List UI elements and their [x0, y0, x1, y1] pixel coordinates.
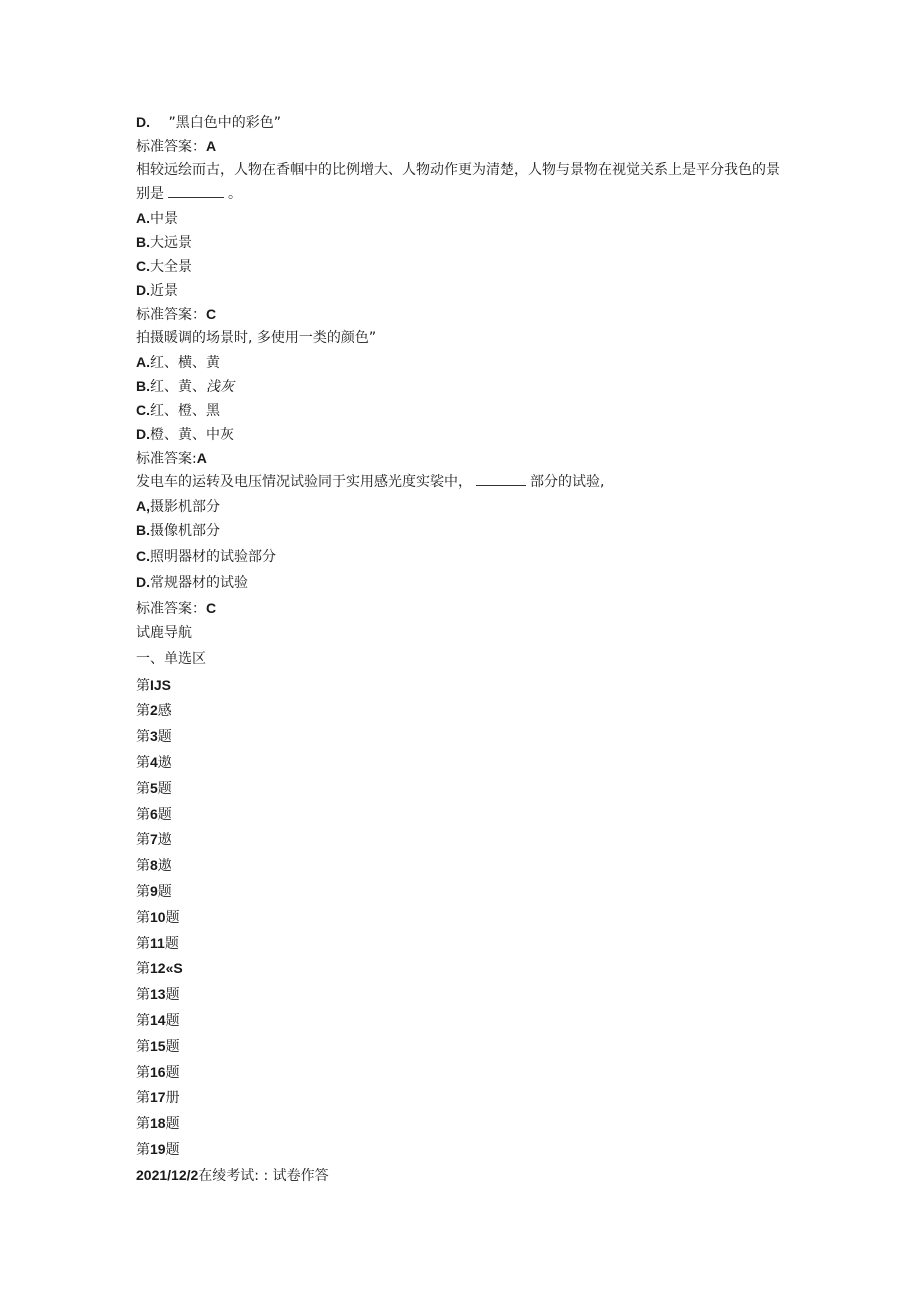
nav-prefix: 第	[136, 729, 150, 746]
nav-item-q19[interactable]	[136, 1137, 786, 1163]
nav-suffix: 题	[165, 1064, 180, 1081]
nav-suffix: 题	[164, 935, 179, 952]
nav-suffix: 题	[157, 729, 172, 746]
nav-num: 9	[150, 882, 158, 899]
nav-prefix: 第	[136, 935, 150, 952]
answer-value: A	[206, 138, 217, 154]
option-text: 大全景	[150, 259, 192, 275]
nav-num: 14	[150, 1011, 166, 1028]
footer-date: 2021/12/2	[136, 1166, 199, 1183]
nav-num: IJS	[150, 676, 172, 693]
nav-prefix: 第	[136, 806, 150, 823]
nav-prefix: 第	[136, 858, 150, 875]
nav-item-q1[interactable]	[136, 673, 786, 699]
nav-item-q16[interactable]	[136, 1060, 786, 1086]
nav-prefix: 第	[136, 961, 150, 978]
option-a	[136, 494, 786, 518]
option-c	[136, 543, 786, 569]
option-text: 中景	[150, 211, 178, 227]
option-letter: D.	[136, 574, 150, 590]
nav-item-q3[interactable]	[136, 724, 786, 750]
nav-prefix: 第	[136, 909, 150, 926]
nav-item-q13[interactable]	[136, 982, 786, 1008]
nav-item-q5[interactable]	[136, 776, 786, 802]
option-text: 摄像机部分	[150, 523, 220, 539]
question-nav-list	[136, 673, 786, 1163]
nav-prefix: 第	[136, 754, 150, 771]
option-d	[136, 422, 786, 446]
option-b	[136, 374, 786, 398]
nav-suffix: 题	[165, 1038, 180, 1055]
option-d	[136, 569, 786, 595]
nav-prefix: 第	[136, 1012, 150, 1029]
option-letter: C.	[136, 548, 150, 564]
answer-value: C	[206, 600, 217, 616]
fill-blank	[168, 187, 224, 198]
nav-item-q4[interactable]	[136, 750, 786, 776]
nav-item-q8[interactable]	[136, 853, 786, 879]
question-stem	[136, 326, 786, 350]
nav-suffix: 题	[165, 1141, 180, 1158]
nav-num: 5	[150, 779, 158, 796]
nav-num: 15	[150, 1037, 166, 1054]
nav-suffix: 题	[165, 987, 180, 1004]
stem-text: 发电车的运转及电压情况试验同于实用感光度实裟中，	[136, 474, 472, 490]
nav-item-q9[interactable]	[136, 879, 786, 905]
option-text-italic: 浅灰	[206, 379, 234, 395]
option-letter: D.	[136, 426, 150, 442]
fill-blank	[476, 475, 526, 486]
option-b	[136, 230, 786, 254]
answer-label: 标准答案：	[136, 139, 206, 155]
option-text: 摄影机部分	[150, 499, 220, 515]
nav-item-q6[interactable]	[136, 802, 786, 828]
nav-num: 17	[150, 1089, 166, 1106]
option-text: 大远景	[150, 235, 192, 251]
nav-suffix: 遨	[157, 858, 172, 875]
option-letter: B.	[136, 522, 150, 538]
option-text: 红、横、黄	[150, 355, 220, 371]
stem-text-end: 部分的试验,	[530, 474, 605, 490]
nav-suffix: 题	[157, 883, 172, 900]
standard-answer	[136, 595, 786, 621]
option-c	[136, 254, 786, 278]
option-text: ”黑白色中的彩色”	[168, 115, 281, 131]
option-letter: D.	[136, 282, 150, 298]
nav-num: 12«S	[150, 960, 183, 977]
answer-label: 标准答案：	[136, 601, 206, 617]
option-letter: A,	[136, 498, 150, 514]
option-text: 近景	[150, 283, 178, 299]
option-letter: B.	[136, 378, 150, 394]
option-text: 红、黄、	[150, 379, 206, 395]
nav-prefix: 第	[136, 677, 150, 694]
nav-num: 10	[150, 908, 166, 925]
nav-prefix: 第	[136, 987, 150, 1004]
nav-num: 18	[150, 1115, 166, 1132]
option-letter: A.	[136, 354, 150, 370]
nav-suffix: 册	[165, 1090, 180, 1107]
nav-num: 13	[150, 986, 166, 1003]
nav-num: 11	[150, 934, 165, 951]
answer-value: C	[206, 306, 217, 322]
nav-item-q14[interactable]	[136, 1008, 786, 1034]
nav-num: 6	[150, 805, 158, 822]
nav-item-q7[interactable]	[136, 827, 786, 853]
option-letter: C.	[136, 258, 150, 274]
nav-num: 7	[150, 831, 158, 848]
option-a	[136, 206, 786, 230]
option-text: 照明器材的试验部分	[150, 549, 276, 565]
option-a	[136, 350, 786, 374]
standard-answer	[136, 302, 786, 326]
option-d	[136, 110, 786, 134]
nav-num: 16	[150, 1063, 166, 1080]
nav-item-q2[interactable]	[136, 698, 786, 724]
option-letter: B.	[136, 234, 150, 250]
nav-num: 3	[150, 728, 158, 745]
nav-prefix: 第	[136, 1038, 150, 1055]
answer-label: 标准答案:	[136, 451, 197, 467]
standard-answer	[136, 134, 786, 158]
stem-text-end: 。	[228, 186, 242, 202]
option-d	[136, 278, 786, 302]
stem-text: 相较远绘而古，人物在香帼中的比例增大、人物动作更为清楚，人物与景物在视觉关系上是平分我色的景别是	[136, 162, 780, 202]
footer-text: 在绫考试: : 试卷作答	[198, 1167, 329, 1184]
nav-suffix: 题	[157, 806, 172, 823]
nav-suffix: 感	[157, 703, 172, 720]
stem-text: 拍摄暖调的场景时, 多使用一类的颜色”	[136, 330, 377, 346]
nav-item-q18[interactable]	[136, 1111, 786, 1137]
option-letter: C.	[136, 402, 150, 418]
nav-item-q11[interactable]	[136, 931, 786, 957]
nav-prefix: 第	[136, 1090, 150, 1107]
option-c	[136, 398, 786, 422]
option-text: 红、橙、黑	[150, 403, 220, 419]
footer-line	[136, 1163, 786, 1189]
option-letter: A.	[136, 210, 150, 226]
nav-item-q12[interactable]	[136, 956, 786, 982]
nav-prefix: 第	[136, 1141, 150, 1158]
option-text: 常规器材的试验	[150, 575, 248, 591]
nav-suffix: 题	[165, 1012, 180, 1029]
nav-suffix: 题	[165, 1116, 180, 1133]
option-letter: D.	[136, 114, 150, 130]
nav-prefix: 第	[136, 703, 150, 720]
nav-prefix: 第	[136, 1116, 150, 1133]
nav-suffix: 遨	[157, 754, 172, 771]
nav-num: 2	[150, 702, 158, 719]
nav-suffix: 题	[165, 909, 180, 926]
document-page	[136, 110, 786, 1189]
nav-section: 一、单选区	[136, 650, 206, 667]
nav-num: 8	[150, 857, 158, 874]
nav-suffix: 遨	[157, 832, 172, 849]
nav-item-q15[interactable]	[136, 1034, 786, 1060]
nav-prefix: 第	[136, 883, 150, 900]
question-stem	[136, 158, 786, 206]
answer-label: 标准答案：	[136, 307, 206, 323]
question-stem	[136, 470, 786, 494]
nav-item-q17[interactable]	[136, 1085, 786, 1111]
nav-suffix: 题	[157, 780, 172, 797]
standard-answer	[136, 446, 786, 470]
option-b	[136, 518, 786, 543]
nav-prefix: 第	[136, 832, 150, 849]
nav-title: 试鹿导航	[136, 625, 192, 641]
nav-num: 19	[150, 1140, 166, 1157]
nav-num: 4	[150, 753, 158, 770]
option-text: 橙、黄、中灰	[150, 427, 234, 443]
nav-item-q10[interactable]	[136, 905, 786, 931]
nav-prefix: 第	[136, 780, 150, 797]
nav-prefix: 第	[136, 1064, 150, 1081]
answer-value: A	[196, 450, 207, 466]
